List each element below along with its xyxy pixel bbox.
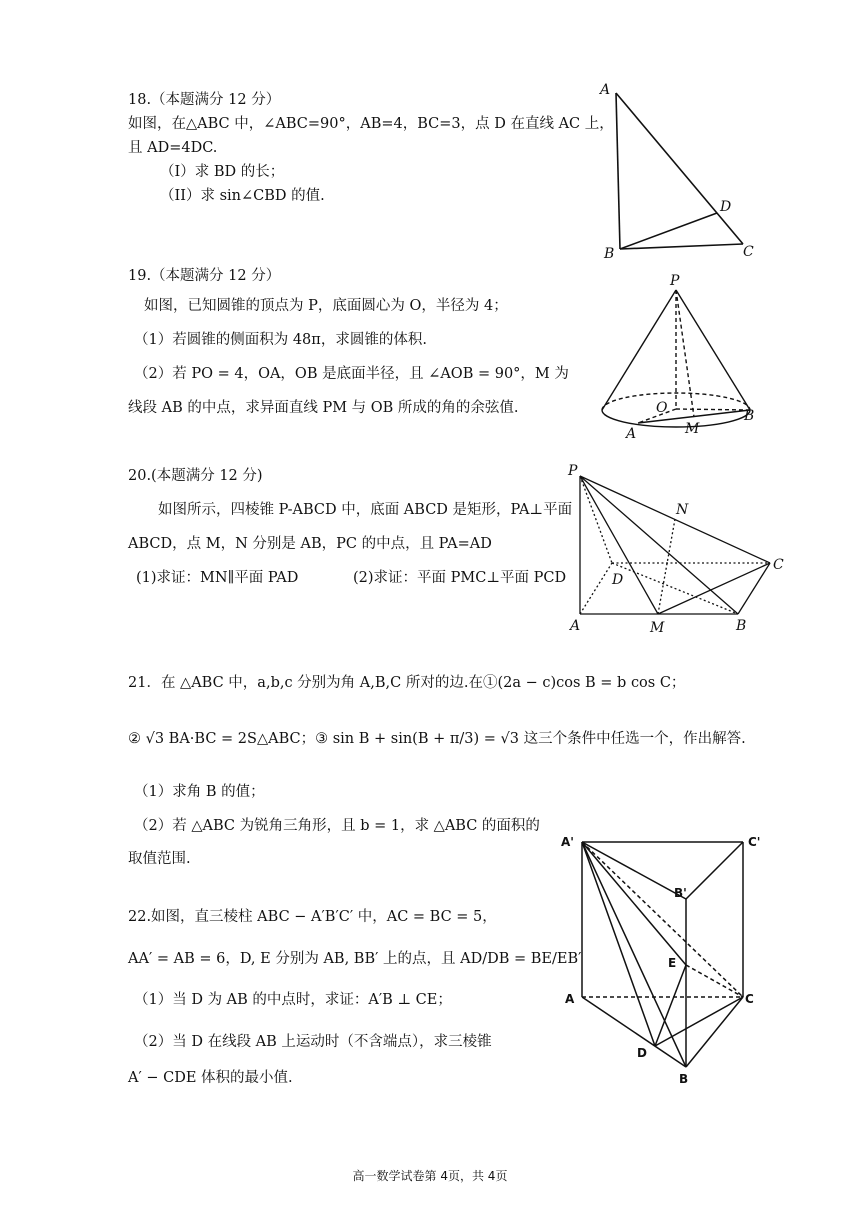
q22-segment-dc: [655, 997, 743, 1046]
q18-title: 18.（本题满分 12 分）: [128, 92, 281, 108]
q22-label-e: E: [668, 956, 677, 970]
q22-edge-a1b1: [582, 842, 686, 899]
q21-part2a: （2）若 △ABC 为锐角三角形，且 b = 1，求 △ABC 的面积的: [134, 818, 540, 834]
q21-line1: 21．在 △ABC 中，a,b,c 分别为角 A,B,C 所对的边.在①(2a − c)cos B = b cos C；: [128, 675, 686, 691]
q19-part1: （1）若圆锥的侧面积为 48π，求圆锥的体积.: [134, 332, 427, 348]
page-footer: 高一数学试卷第 4页，共 4页: [352, 1169, 508, 1183]
q18-label-b: B: [604, 246, 615, 262]
q22-label-b: B: [679, 1072, 689, 1086]
q18-edge-bc: [620, 244, 743, 249]
q19-segment-pm: [676, 290, 694, 417]
q20-label-p: P: [568, 463, 578, 479]
q21-part1: （1）求角 B 的值；: [134, 784, 265, 800]
q20-part2: (2)求证：平面 PMC⊥平面 PCD: [353, 570, 567, 586]
q18-edge-bd: [620, 213, 717, 249]
q22-segment-a1d: [582, 842, 655, 1046]
q19-cone-figure: [590, 268, 770, 448]
q18-label-c: C: [743, 244, 754, 260]
q20-label-c: C: [773, 557, 784, 573]
q18-line1: 如图，在△ABC 中，∠ABC=90°，AB=4，BC=3，点 D 在直线 AC 上，: [128, 116, 614, 132]
q20-line1: 如图所示，四棱锥 P-ABCD 中，底面 ABCD 是矩形，PA⊥平面: [158, 502, 573, 518]
q19-label-a: A: [626, 426, 637, 442]
q22-label-d: D: [637, 1046, 647, 1060]
q18-part1: （I）求 BD 的长；: [160, 164, 285, 180]
q20-pyramid-figure: [560, 458, 800, 640]
q20-label-d: D: [612, 572, 624, 588]
q22-edge-bc: [686, 997, 743, 1067]
q18-part2: （II）求 sin∠CBD 的值.: [160, 188, 325, 204]
q20-segment-mn: [658, 519, 675, 614]
q19-slant-left: [602, 290, 676, 410]
q18-edge-ac: [616, 93, 743, 244]
q19-label-o: O: [656, 400, 668, 416]
q21-part2b: 取值范围.: [128, 851, 191, 867]
q22-edge-c1b1: [686, 842, 743, 899]
q21-line2: ② √3 BA·BC = 2S△ABC；③ sin B + sin(B + π/3) = √3 这三个条件中任选一个，作出解答.: [128, 731, 746, 747]
q22-part2a: （2）当 D 在线段 AB 上运动时（不含端点），求三棱锥: [134, 1034, 492, 1050]
q19-slant-right: [676, 290, 750, 410]
q22-segment-a1b: [582, 842, 686, 1067]
q22-label-b1: B': [674, 886, 687, 900]
q20-line2: ABCD，点 M，N 分别是 AB，PC 的中点，且 PA=AD: [128, 536, 492, 552]
q20-label-a: A: [570, 618, 581, 634]
q20-edge-ad: [580, 563, 612, 614]
q19-title: 19.（本题满分 12 分）: [128, 268, 281, 284]
q22-line2: AA′ = AB = 6，D, E 分别为 AB, BB′ 上的点，且 AD/DB = BE/EB′: [128, 951, 582, 967]
q20-edge-pm: [580, 476, 658, 614]
q22-label-a1: A': [561, 835, 574, 849]
q22-label-c1: C': [748, 835, 761, 849]
q22-label-c: C: [745, 992, 754, 1006]
q22-segment-a1e: [582, 842, 686, 965]
q22-part1: （1）当 D 为 AB 的中点时，求证：A′B ⊥ CE；: [134, 992, 452, 1008]
q20-label-m: M: [650, 620, 665, 636]
q18-label-a: A: [600, 82, 611, 98]
q22-label-a: A: [565, 992, 575, 1006]
q20-label-n: N: [676, 502, 689, 518]
q22-part2b: A′ − CDE 体积的最小值.: [128, 1070, 293, 1086]
q20-title: 20.(本题满分 12 分): [128, 468, 263, 484]
q18-label-d: D: [720, 199, 732, 215]
q19-part2b: 线段 AB 的中点，求异面直线 PM 与 OB 所成的角的余弦值.: [128, 400, 519, 416]
q19-label-p: P: [670, 273, 680, 289]
q22-prism-figure: [555, 825, 785, 1090]
q19-label-b: B: [744, 408, 755, 424]
q20-label-b: B: [736, 618, 747, 634]
q18-edge-ab: [616, 93, 620, 249]
q20-edge-pb: [580, 476, 738, 614]
q19-line1: 如图，已知圆锥的顶点为 P，底面圆心为 O，半径为 4；: [144, 298, 508, 314]
q18-line2: 且 AD=4DC.: [128, 140, 218, 156]
q20-part1: (1)求证：MN∥平面 PAD: [136, 570, 299, 586]
q19-radius-ob: [676, 409, 750, 410]
q19-label-m: M: [685, 421, 700, 437]
q18-triangle-figure: [590, 76, 770, 266]
q19-part2a: （2）若 PO = 4，OA，OB 是底面半径，且 ∠AOB = 90°，M 为: [134, 366, 569, 382]
q22-line1: 22.如图，直三棱柱 ABC − A′B′C′ 中，AC = BC = 5，: [128, 909, 497, 925]
